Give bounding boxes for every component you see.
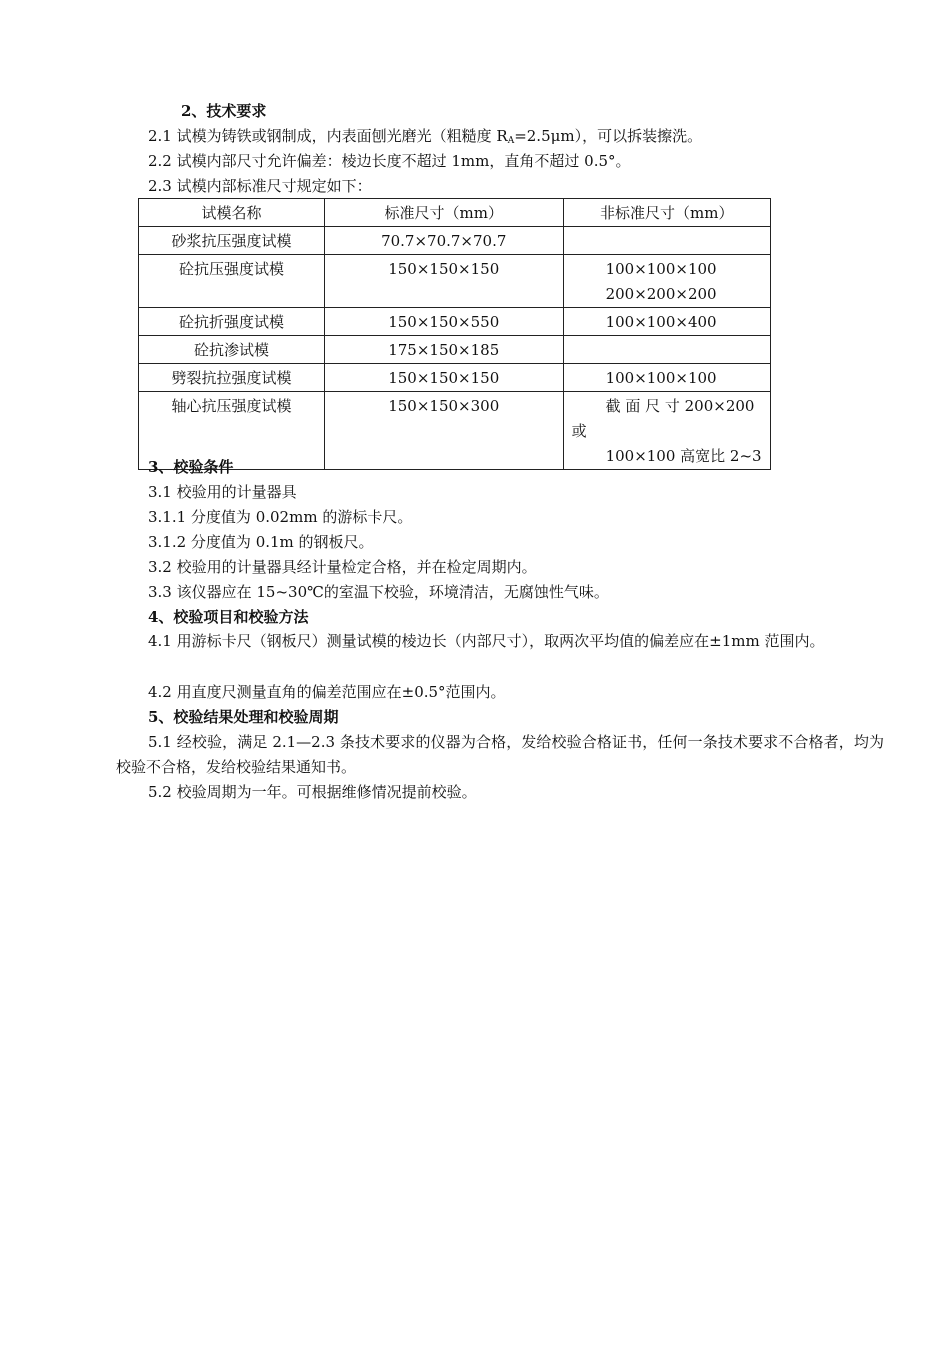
table-cell-standard: 175×150×185 xyxy=(324,336,563,364)
table-row xyxy=(139,227,771,255)
paragraph-3-1: 3.1 校验用的计量器具 xyxy=(148,483,297,501)
table-cell-name: 劈裂抗拉强度试模 xyxy=(139,364,325,392)
paragraph-2-3: 2.3 试模内部标准尺寸规定如下： xyxy=(148,177,372,195)
nonstandard-line: 截 面 尺 寸 200×200 xyxy=(605,397,755,415)
nonstandard-line: 100×100×100 xyxy=(605,260,717,278)
table-cell-nonstandard xyxy=(563,308,770,336)
table-cell-name: 砼抗折强度试模 xyxy=(139,308,325,336)
table-cell-standard: 150×150×300 xyxy=(324,392,563,470)
paragraph-3-1-2: 3.1.2 分度值为 0.1m 的钢板尺。 xyxy=(148,533,374,551)
paragraph-3-2: 3.2 校验用的计量器具经计量检定合格，并在检定周期内。 xyxy=(148,558,537,576)
paragraph-3-3: 3.3 该仪器应在 15~30℃的室温下校验，环境清洁，无腐蚀性气味。 xyxy=(148,583,609,601)
table-cell-name: 砼抗渗试模 xyxy=(139,336,325,364)
table-cell-standard: 150×150×550 xyxy=(324,308,563,336)
table-header-name: 试模名称 xyxy=(139,199,325,227)
paragraph-5-1: 5.1 经校验，满足 2.1—2.3 条技术要求的仪器为合格，发给校验合格证书，任何一条技术要求不合格者，均为校验不合格，发给校验结果通知书。 xyxy=(116,733,884,776)
table-cell-nonstandard xyxy=(563,392,770,470)
section-4-heading: 4、校验项目和校验方法 xyxy=(148,608,309,626)
nonstandard-line: 或 xyxy=(571,422,587,440)
paragraph-2-1-text-a: 2.1 试模为铸铁或钢制成，内表面刨光磨光（粗糙度 R xyxy=(148,127,508,145)
paragraph-2-1 xyxy=(148,126,702,151)
table-row xyxy=(139,308,771,336)
mold-size-table xyxy=(138,198,771,470)
nonstandard-line: 200×200×200 xyxy=(605,285,717,303)
nonstandard-line: 100×100×100 xyxy=(605,369,717,387)
table-cell-nonstandard xyxy=(563,336,770,364)
paragraph-5-2: 5.2 校验周期为一年。可根据维修情况提前校验。 xyxy=(148,783,477,801)
table-cell-name: 砼抗压强度试模 xyxy=(139,255,325,308)
section-2-heading: 2、技术要求 xyxy=(181,102,267,120)
table-row xyxy=(139,255,771,308)
paragraph-3-1-1: 3.1.1 分度值为 0.02mm 的游标卡尺。 xyxy=(148,508,413,526)
table-cell-standard: 150×150×150 xyxy=(324,364,563,392)
table-cell-name: 轴心抗压强度试模 xyxy=(139,392,325,470)
table-cell-name: 砂浆抗压强度试模 xyxy=(139,227,325,255)
paragraph-4-1: 4.1 用游标卡尺（钢板尺）测量试模的棱边长（内部尺寸），取两次平均值的偏差应在±1mm 范围内。 xyxy=(148,632,825,650)
table-cell-nonstandard xyxy=(563,227,770,255)
nonstandard-line: 100×100×400 xyxy=(605,313,717,331)
table-row xyxy=(139,364,771,392)
table-cell-nonstandard xyxy=(563,364,770,392)
section-3-heading: 3、校验条件 xyxy=(148,458,234,476)
paragraph-2-2: 2.2 试模内部尺寸允许偏差：棱边长度不超过 1mm，直角不超过 0.5°。 xyxy=(148,152,631,170)
section-5-heading: 5、校验结果处理和校验周期 xyxy=(148,708,339,726)
table-header-standard: 标准尺寸（mm） xyxy=(324,199,563,227)
table-header-row xyxy=(139,199,771,227)
paragraph-2-1-text-b: =2.5μm），可以拆装擦洗。 xyxy=(514,127,703,145)
roughness-subscript: A xyxy=(507,136,515,146)
paragraph-4-2: 4.2 用直度尺测量直角的偏差范围应在±0.5°范围内。 xyxy=(148,683,506,701)
table-row xyxy=(139,336,771,364)
table-header-nonstandard: 非标准尺寸（mm） xyxy=(563,199,770,227)
nonstandard-line: 100×100 高宽比 2~3 xyxy=(605,447,762,465)
table-cell-standard: 70.7×70.7×70.7 xyxy=(324,227,563,255)
table-cell-nonstandard xyxy=(563,255,770,308)
table-cell-standard: 150×150×150 xyxy=(324,255,563,308)
